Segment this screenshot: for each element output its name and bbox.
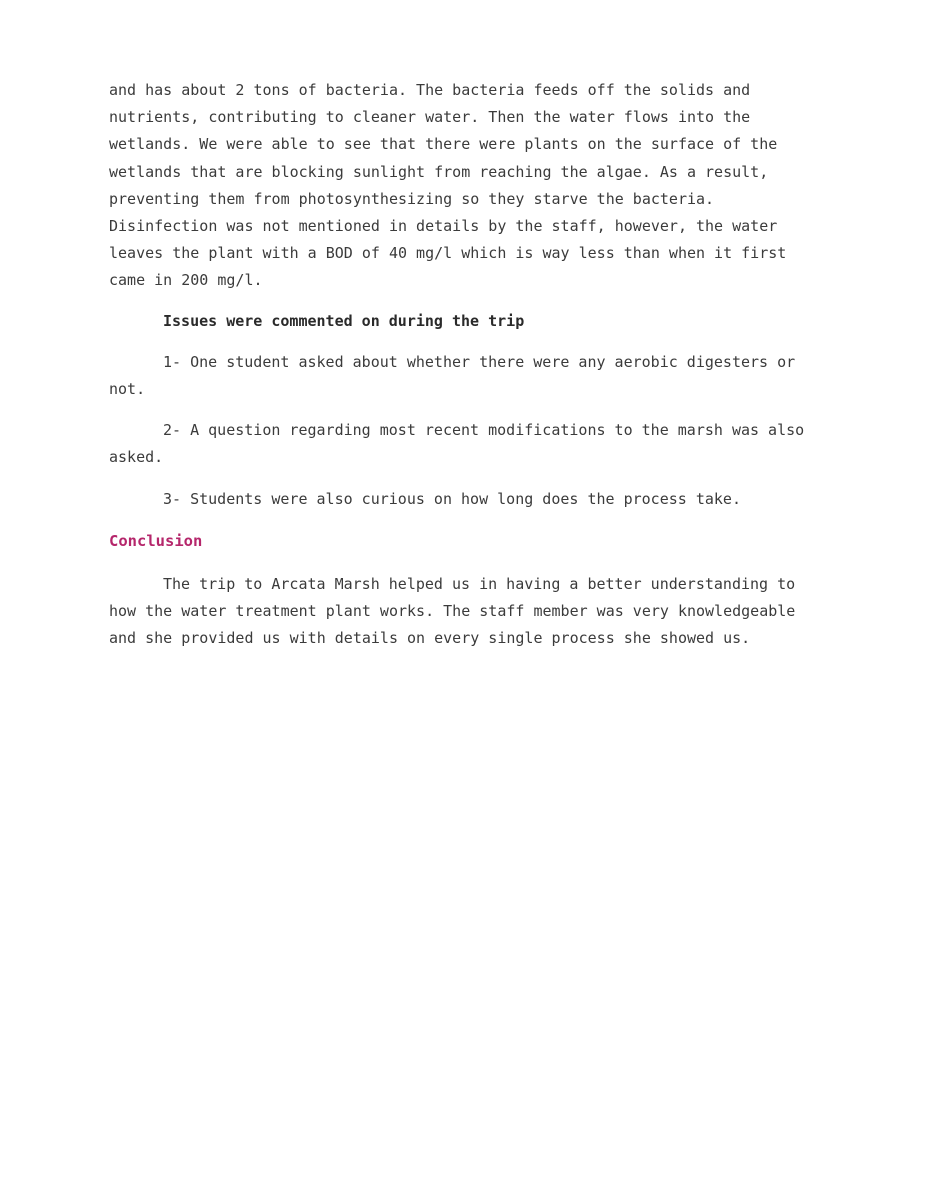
text-line: nutrients, contributing to cleaner water. Then the water flows into the [109,108,751,127]
issue-item [109,349,821,403]
issue-item [109,486,821,513]
text-line: wetlands. We were able to see that there were plants on the surface of the [109,135,778,154]
text-line: preventing them from photosynthesizing so they starve the bacteria. [109,189,715,208]
text-line: leaves the plant with a BOD of 40 mg/l which is way less than when it first [109,244,787,263]
issue-item [109,417,821,471]
issue-line: 2- A question regarding most recent modifications to the marsh was also [163,421,805,440]
text-line: The trip to Arcata Marsh helped us in having a better understanding to [163,575,796,594]
issues-heading: Issues were commented on during the trip [163,311,525,330]
conclusion-heading: Conclusion [109,531,203,550]
issue-line: 3- Students were also curious on how long does the process take. [163,489,741,508]
text-line: Disinfection was not mentioned in details by the staff, however, the water [109,217,778,236]
text-line: how the water treatment plant works. The staff member was very knowledgeable [109,602,796,621]
issue-line: 1- One student asked about whether there were any aerobic digesters or [163,352,796,371]
text-line: wetlands that are blocking sunlight from reaching the algae. As a result, [109,162,769,181]
issue-line: not. [109,380,146,399]
conclusion-paragraph [109,571,821,653]
text-line: and has about 2 tons of bacteria. The bacteria feeds off the solids and [109,81,751,99]
issue-line: asked. [109,448,164,467]
body-paragraph [109,77,821,295]
document-content [109,77,821,653]
text-line: came in 200 mg/l. [109,271,263,290]
text-line: and she provided us with details on every single process she showed us. [109,629,751,648]
